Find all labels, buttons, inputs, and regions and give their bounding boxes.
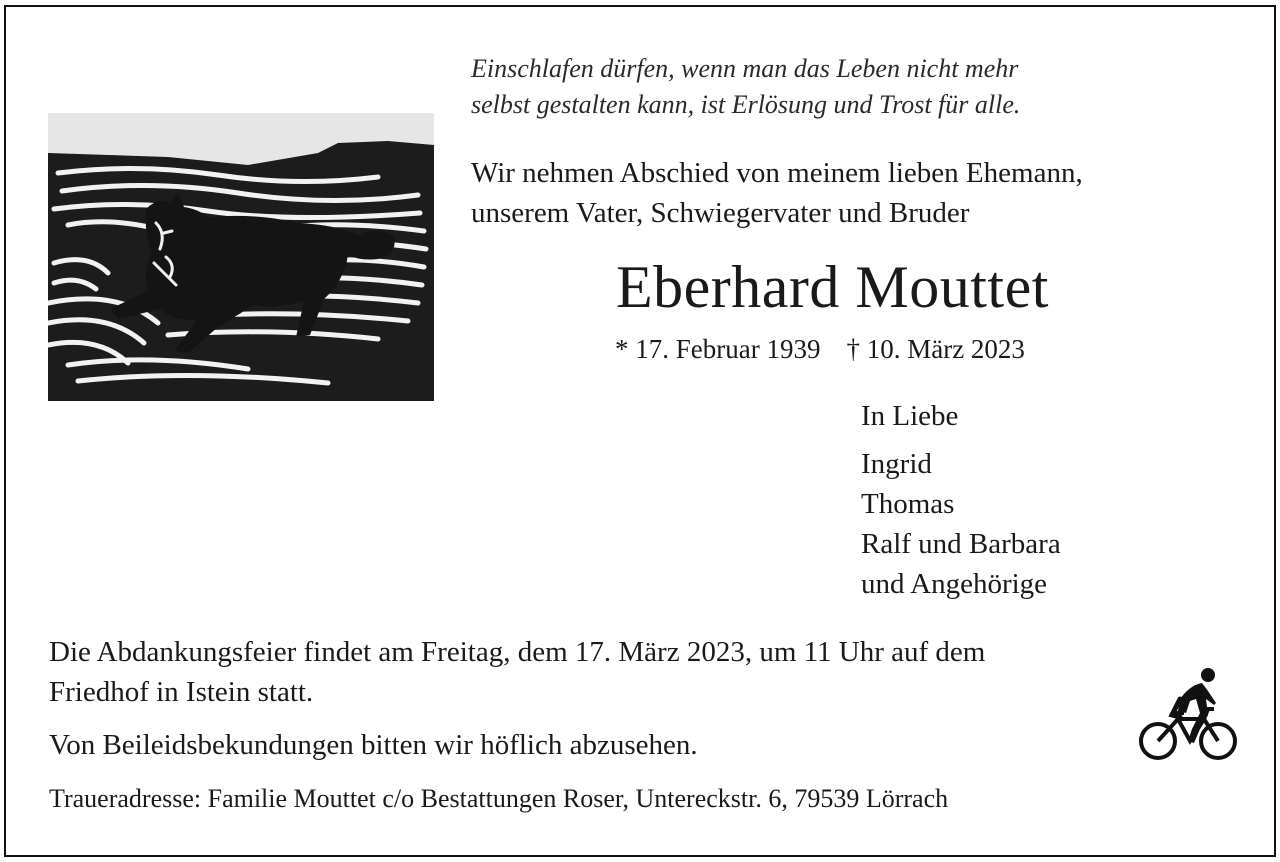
- woodcut-fox-icon: [48, 113, 434, 401]
- death-date: † 10. März 2023: [846, 334, 1025, 364]
- intro-line-2: unserem Vater, Schwiegervater und Bruder: [471, 197, 970, 229]
- family-member: und Angehörige: [861, 568, 1048, 600]
- quote-line-2: selbst gestalten kann, ist Erlösung und Trost für alle.: [471, 90, 1021, 119]
- ceremony-line-1: Die Abdankungsfeier findet am Freitag, dem 17. März 2023, um 11 Uhr auf dem: [49, 636, 986, 668]
- woodcut-fox-image: [48, 113, 434, 401]
- mourning-address: Traueradresse: Familie Mouttet c/o Bestattungen Roser, Untereckstr. 6, 79539 Lörrach: [49, 784, 949, 813]
- farewell-intro: [471, 153, 1083, 233]
- cyclist-image: [1134, 663, 1238, 767]
- quote: [471, 51, 1020, 123]
- ceremony-info: [49, 632, 985, 712]
- family-member: Ingrid: [861, 448, 932, 480]
- deceased-name: Eberhard Mouttet: [616, 254, 1049, 320]
- family-member: Ralf und Barbara: [861, 528, 1061, 560]
- family-member: Thomas: [861, 488, 955, 520]
- birth-date: * 17. Februar 1939: [615, 334, 821, 364]
- family-signatures: [861, 396, 1061, 604]
- greeting: In Liebe: [861, 400, 959, 432]
- intro-line-1: Wir nehmen Abschied von meinem lieben Ehemann,: [471, 157, 1083, 189]
- obituary-notice: [4, 5, 1276, 857]
- quote-line-1: Einschlafen dürfen, wenn man das Leben nicht mehr: [471, 54, 1019, 83]
- ceremony-line-2: Friedhof in Istein statt.: [49, 676, 314, 708]
- condolence-note: Von Beileidsbekundungen bitten wir höflich abzusehen.: [49, 729, 698, 761]
- cyclist-silhouette-icon: [1134, 663, 1238, 767]
- life-dates: [615, 332, 1025, 366]
